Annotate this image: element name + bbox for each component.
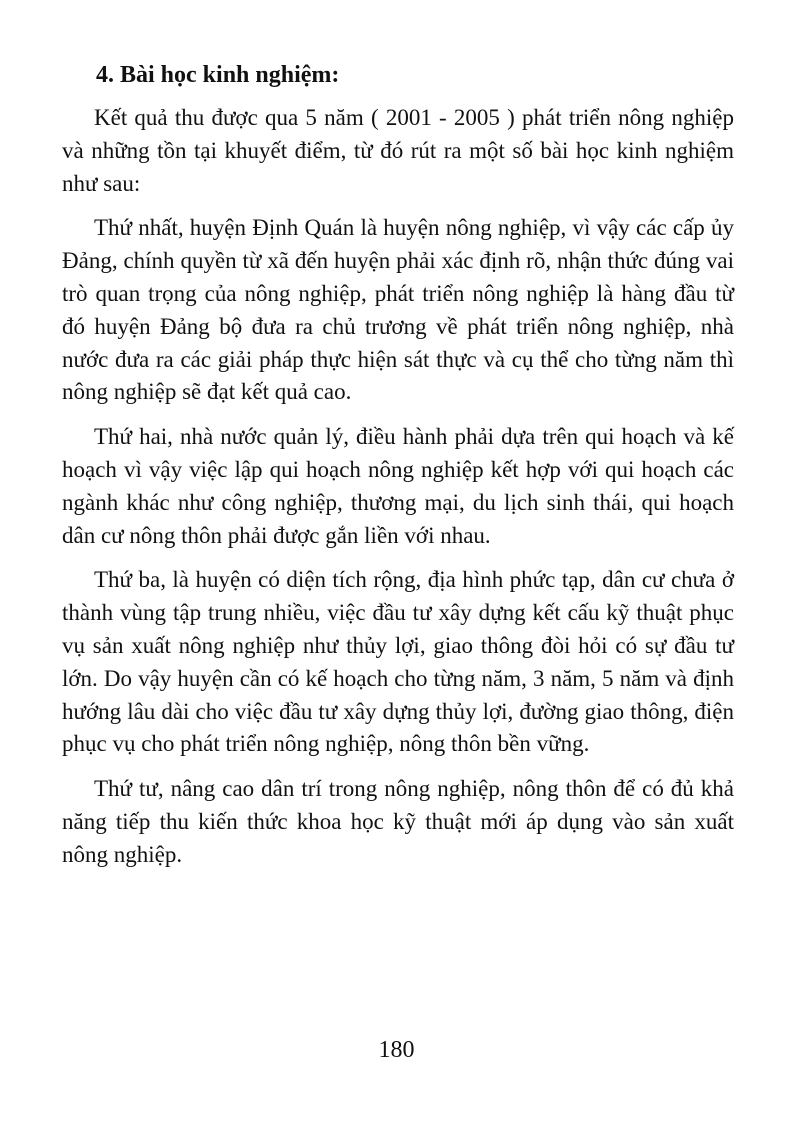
paragraph-second-lesson: Thứ hai, nhà nước quản lý, điều hành phải dựa trên qui hoạch và kế hoạch vì vậy việc lập qui hoạch nông nghiệp kết hợp với qui hoạch các ngành khác như công nghiệp, thương mại, du lịch sinh thái, qui hoạch dân cư nông thôn phải được gắn liền với nhau. (62, 424, 734, 548)
paragraph-intro: Kết quả thu được qua 5 năm ( 2001 - 2005 ) phát triển nông nghiệp và những tồn tại khuyết điểm, từ đó rút ra một số bài học kinh nghiệm như sau: (62, 105, 734, 196)
page-content (62, 58, 734, 884)
paragraph-third-lesson: Thứ ba, là huyện có diện tích rộng, địa hình phức tạp, dân cư chưa ở thành vùng tập trung nhiều, việc đầu tư xây dựng kết cấu kỹ thuật phục vụ sản xuất nông nghiệp như thủy lợi, giao thông đòi hỏi có sự đầu tư lớn. Do vậy huyện cần có kế hoạch cho từng năm, 3 năm, 5 năm và định hướng lâu dài cho việc đầu tư xây dựng thủy lợi, đường giao thông, điện phục vụ cho phát triển nông nghiệp, nông thôn bền vững. (62, 567, 734, 757)
paragraph-fourth-lesson: Thứ tư, nâng cao dân trí trong nông nghiệp, nông thôn để có đủ khả năng tiếp thu kiến thức khoa học kỹ thuật mới áp dụng vào sản xuất nông nghiệp. (62, 776, 734, 867)
paragraph-first-lesson: Thứ nhất, huyện Định Quán là huyện nông nghiệp, vì vậy các cấp ủy Đảng, chính quyền từ xã đến huyện phải xác định rõ, nhận thức đúng vai trò quan trọng của nông nghiệp, phát triển nông nghiệp là hàng đầu từ đó huyện Đảng bộ đưa ra chủ trương về phát triển nông nghiệp, nhà nước đưa ra các giải pháp thực hiện sát thực và cụ thể cho từng năm thì nông nghiệp sẽ đạt kết quả cao. (62, 215, 734, 405)
section-heading: 4. Bài học kinh nghiệm: (96, 62, 340, 88)
page-number: 180 (378, 1037, 415, 1063)
